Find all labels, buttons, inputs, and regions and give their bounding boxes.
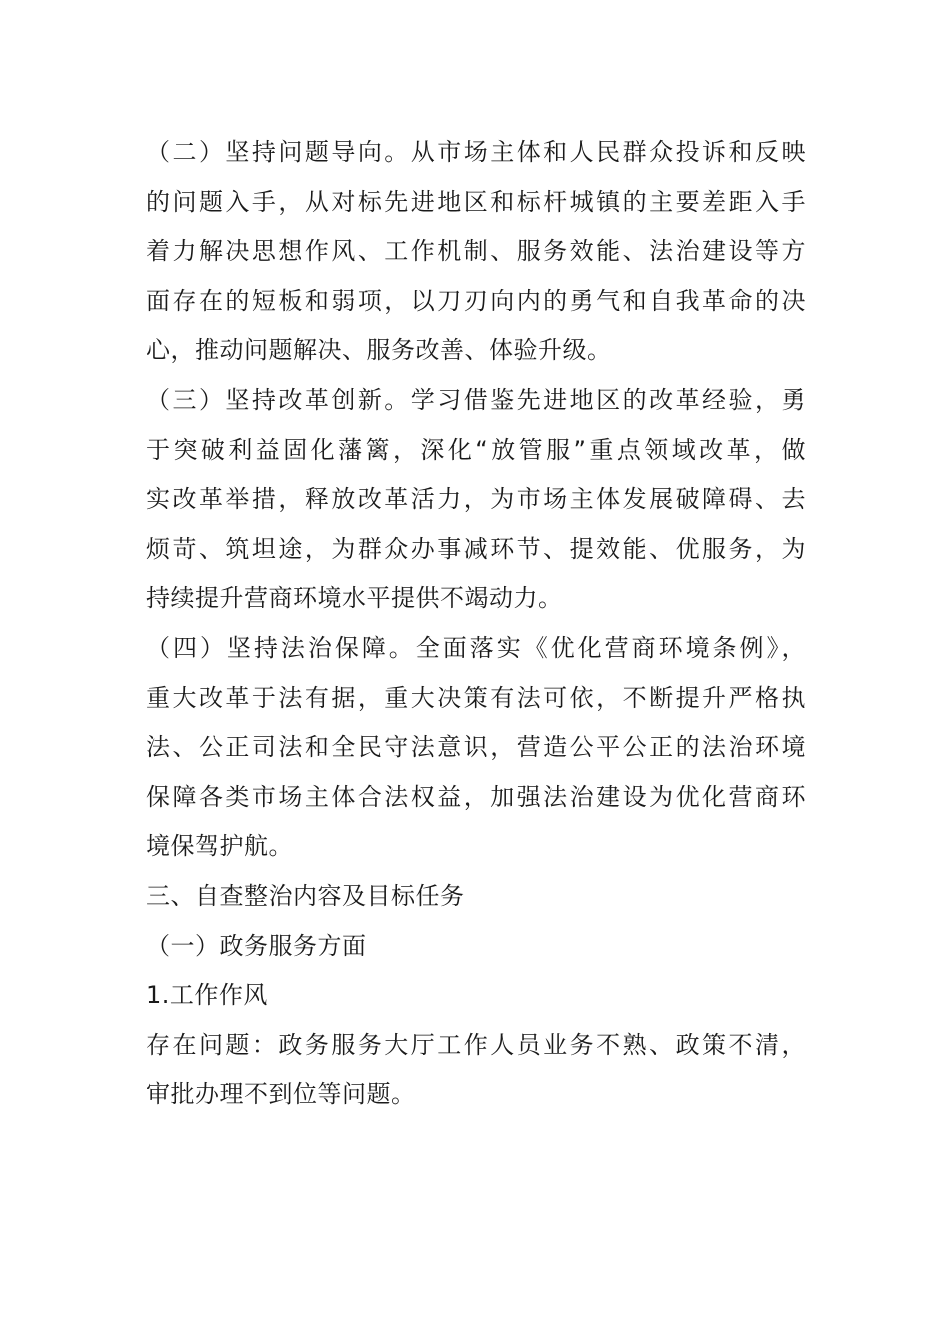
text-line: （二）坚持问题导向。从市场主体和人民群众投诉和反映 (146, 138, 806, 166)
text-line: 重大改革于法有据，重大决策有法可依，不断提升严格执 (146, 683, 806, 712)
text-line: 的问题入手，从对标先进地区和标杆城镇的主要差距入手 (146, 187, 806, 216)
document-body (146, 128, 806, 1120)
item-heading: 1.工作作风 (146, 981, 268, 1010)
text-line: （四）坚持法治保障。全面落实《优化营商环境条例》， (146, 633, 806, 662)
text-line: 面存在的短板和弱项，以刀刃向内的勇气和自我革命的决 (146, 286, 806, 315)
subsection-heading: （一）政务服务方面 (146, 931, 367, 960)
section-heading: 三、自查整治内容及目标任务 (146, 881, 465, 910)
text-line: 法、公正司法和全民守法意识，营造公平公正的法治环境 (146, 733, 806, 762)
text-line: 持续提升营商环境水平提供不竭动力。 (146, 584, 563, 613)
text-line: 心，推动问题解决、服务改善、体验升级。 (146, 336, 612, 365)
text-line: 于突破利益固化藩篱，深化“放管服”重点领域改革，做 (146, 435, 806, 464)
text-line: （三）坚持改革创新。学习借鉴先进地区的改革经验，勇 (146, 385, 806, 414)
text-line: 烦苛、筑坦途，为群众办事减环节、提效能、优服务，为 (146, 534, 806, 563)
text-line: 审批办理不到位等问题。 (146, 1080, 416, 1109)
text-line: 保障各类市场主体合法权益，加强法治建设为优化营商环 (146, 782, 806, 811)
text-line: 着力解决思想作风、工作机制、服务效能、法治建设等方 (146, 237, 806, 266)
text-line: 境保驾护航。 (146, 832, 293, 861)
text-line: 实改革举措，释放改革活力，为市场主体发展破障碍、去 (146, 485, 806, 514)
text-line: 存在问题：政务服务大厅工作人员业务不熟、政策不清， (146, 1030, 806, 1059)
